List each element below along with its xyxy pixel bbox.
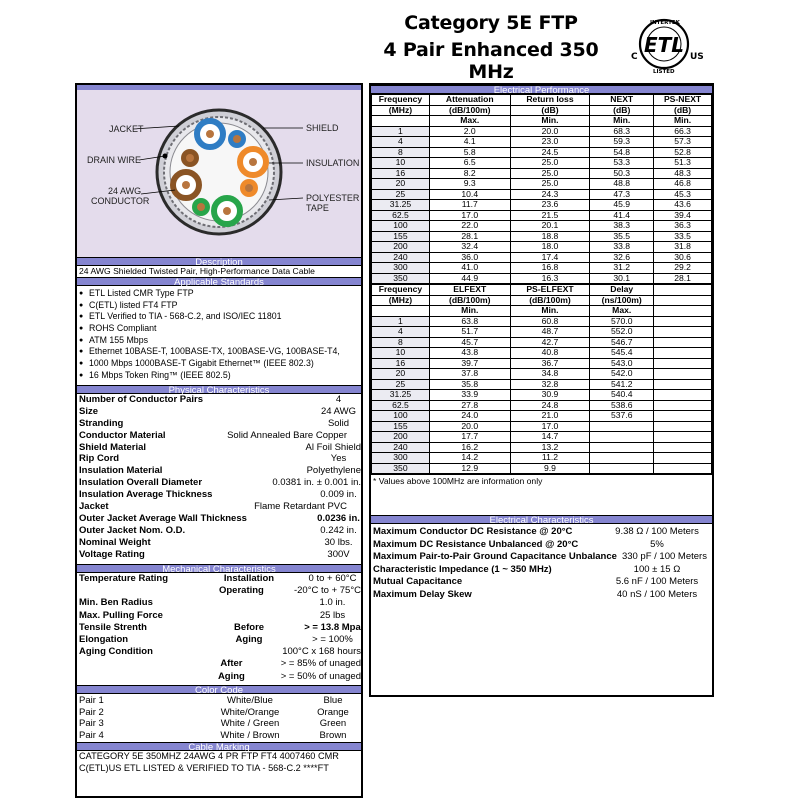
spec-row: Conductor Material Solid Annealed Bare Copper bbox=[79, 429, 347, 441]
table-row bbox=[372, 316, 712, 327]
table-row bbox=[372, 442, 712, 453]
table-cell bbox=[654, 432, 712, 443]
table-cell: 100 bbox=[372, 411, 430, 422]
table-header-cell: Min. bbox=[429, 306, 510, 317]
table-cell bbox=[654, 390, 712, 401]
table-cell: 24.8 bbox=[510, 400, 590, 411]
table-row: Pair 2 White/Orange Orange bbox=[79, 706, 349, 718]
table-cell: 30.9 bbox=[510, 390, 590, 401]
table-cell: 542.0 bbox=[590, 369, 654, 380]
spec-row: Maximum DC Resistance Unbalanced @ 20°C 5% bbox=[373, 538, 664, 550]
table-row bbox=[372, 126, 712, 137]
table-row bbox=[372, 463, 712, 474]
table-cell bbox=[654, 358, 712, 369]
table-row: Pair 1 White/Blue Blue bbox=[79, 695, 343, 706]
spec-row: Maximum Conductor DC Resistance @ 20°C 9.38 Ω / 100 Meters bbox=[373, 526, 699, 537]
left-spec-panel bbox=[75, 83, 363, 798]
table-cell: 44.9 bbox=[429, 273, 510, 284]
table-header-cell: NEXT bbox=[590, 95, 654, 106]
table-row bbox=[372, 189, 712, 200]
table-cell: 35.8 bbox=[429, 379, 510, 390]
table-cell: 5.8 bbox=[429, 147, 510, 158]
table-header-cell: PS-NEXT bbox=[654, 95, 712, 106]
table-cell bbox=[654, 327, 712, 338]
table-cell: 4.1 bbox=[429, 137, 510, 148]
table-cell: 41.0 bbox=[429, 263, 510, 274]
table-cell: 28.1 bbox=[429, 231, 510, 242]
cable-marking-line: C(ETL)US ETL LISTED & VERIFIED TO TIA - 568-C.2 ****FT bbox=[79, 762, 329, 773]
table-row bbox=[372, 379, 712, 390]
svg-text:INTERTEK: INTERTEK bbox=[650, 20, 680, 26]
spec-row: Aging > = 50% of unaged bbox=[217, 670, 361, 682]
svg-text:JACKET: JACKET bbox=[109, 124, 144, 134]
table-cell: 20 bbox=[372, 369, 430, 380]
table-cell: 45.7 bbox=[429, 337, 510, 348]
table-cell: 20 bbox=[372, 179, 430, 190]
table-row bbox=[372, 147, 712, 158]
table-cell: 33.8 bbox=[590, 242, 654, 253]
table-cell: 31.2 bbox=[590, 263, 654, 274]
spec-row: Voltage Rating 300V bbox=[79, 548, 350, 560]
table-cell: 546.7 bbox=[590, 337, 654, 348]
table-cell: 43.6 bbox=[654, 200, 712, 211]
table-row: Pair 3 White / Green Green bbox=[79, 718, 347, 729]
table-cell: 300 bbox=[372, 263, 430, 274]
table-cell: 51.3 bbox=[654, 158, 712, 169]
table-header-cell: Delay bbox=[590, 284, 654, 295]
table-cell: 36.3 bbox=[654, 221, 712, 232]
spec-row: Maximum Delay Skew 40 nS / 100 Meters bbox=[373, 588, 698, 600]
table-cell bbox=[654, 369, 712, 380]
table-header-cell bbox=[654, 306, 712, 317]
svg-text:ETL: ETL bbox=[643, 33, 685, 57]
table-row bbox=[372, 252, 712, 263]
table-cell: 2.0 bbox=[429, 126, 510, 137]
table-cell: 13.2 bbox=[510, 442, 590, 453]
table-cell: 537.6 bbox=[590, 411, 654, 422]
table-cell: 24.3 bbox=[510, 189, 590, 200]
table-cell: 1 bbox=[372, 126, 430, 137]
table-row bbox=[372, 358, 712, 369]
table-cell: 27.8 bbox=[429, 400, 510, 411]
table-cell: 350 bbox=[372, 273, 430, 284]
spec-row: Elongation Aging > = 100% bbox=[79, 633, 353, 645]
performance-note: * Values above 100MHz are information only bbox=[371, 474, 712, 515]
table-header-row bbox=[372, 116, 712, 127]
table-cell: 545.4 bbox=[590, 348, 654, 359]
table-row bbox=[372, 327, 712, 338]
spec-row: Max. Pulling Force 25 lbs bbox=[79, 609, 346, 621]
table-header-cell: Min. bbox=[590, 116, 654, 127]
table-row bbox=[372, 337, 712, 348]
table-cell: 66.3 bbox=[654, 126, 712, 137]
table-cell: 16.3 bbox=[510, 273, 590, 284]
table-cell: 300 bbox=[372, 453, 430, 464]
table-header-row bbox=[372, 95, 712, 106]
list-item: ● ETL Verified to TIA - 568-C.2, and ISO/IEC 11801 bbox=[77, 311, 361, 323]
color-code-heading: Color Code bbox=[77, 685, 361, 694]
table-header-row bbox=[372, 105, 712, 116]
table-cell: 38.3 bbox=[590, 221, 654, 232]
table-header-cell bbox=[372, 116, 430, 127]
spec-row: Operating -20°C to + 75°C bbox=[218, 585, 361, 597]
cable-marking-heading: Cable Marking bbox=[77, 742, 361, 751]
table-cell: 20.0 bbox=[429, 421, 510, 432]
svg-text:TAPE: TAPE bbox=[306, 203, 329, 213]
table-cell: 32.4 bbox=[429, 242, 510, 253]
table-header-cell: ELFEXT bbox=[429, 284, 510, 295]
table-cell: 155 bbox=[372, 231, 430, 242]
table-cell: 33.5 bbox=[654, 231, 712, 242]
table-cell bbox=[654, 348, 712, 359]
table-cell: 16.2 bbox=[429, 442, 510, 453]
table-cell: 16 bbox=[372, 168, 430, 179]
table-header-cell: (dB) bbox=[654, 105, 712, 116]
spec-row: Stranding Solid bbox=[79, 417, 350, 429]
table-cell: 25 bbox=[372, 379, 430, 390]
table-cell: 41.4 bbox=[590, 210, 654, 221]
table-cell: 541.2 bbox=[590, 379, 654, 390]
spec-row: Shield Material Al Foil Shield bbox=[79, 441, 361, 453]
right-spec-panel bbox=[369, 83, 714, 697]
table-cell: 25.0 bbox=[510, 158, 590, 169]
table-cell: 11.2 bbox=[510, 453, 590, 464]
table-cell bbox=[654, 442, 712, 453]
table-cell: 32.6 bbox=[590, 252, 654, 263]
table-cell: 32.8 bbox=[510, 379, 590, 390]
table-cell: 155 bbox=[372, 421, 430, 432]
table-cell: 47.3 bbox=[590, 189, 654, 200]
table-cell: 350 bbox=[372, 463, 430, 474]
table-cell: 1 bbox=[372, 316, 430, 327]
table-header-cell: Frequency bbox=[372, 95, 430, 106]
table-header-cell bbox=[372, 306, 430, 317]
table-cell bbox=[654, 411, 712, 422]
cable-cross-section-diagram bbox=[77, 90, 361, 257]
table-cell: 30.6 bbox=[654, 252, 712, 263]
performance-table bbox=[371, 94, 712, 474]
table-cell bbox=[654, 400, 712, 411]
table-row bbox=[372, 369, 712, 380]
table-row bbox=[372, 273, 712, 284]
svg-text:SHIELD: SHIELD bbox=[306, 123, 339, 133]
table-cell: 46.8 bbox=[654, 179, 712, 190]
table-cell: 4 bbox=[372, 327, 430, 338]
table-cell: 17.7 bbox=[429, 432, 510, 443]
spec-row: Min. Ben Radius 1.0 in. bbox=[79, 597, 346, 609]
table-header-row bbox=[372, 306, 712, 317]
table-header-cell: (MHz) bbox=[372, 295, 430, 306]
table-cell: 6.5 bbox=[429, 158, 510, 169]
table-cell: 17.0 bbox=[510, 421, 590, 432]
spec-row: Insulation Overall Diameter 0.0381 in. ± 0.001 in. bbox=[79, 477, 361, 489]
table-cell: 24.5 bbox=[510, 147, 590, 158]
mechanical-list bbox=[77, 573, 361, 685]
table-cell bbox=[654, 453, 712, 464]
spec-row: Mutual Capacitance 5.6 nF / 100 Meters bbox=[373, 576, 699, 587]
list-item: ● 16 Mbps Token Ring™ (IEEE 802.5) bbox=[77, 370, 361, 382]
list-item: ● C(ETL) listed FT4 FTP bbox=[77, 300, 361, 312]
table-cell: 39.4 bbox=[654, 210, 712, 221]
table-cell: 68.3 bbox=[590, 126, 654, 137]
spec-row: Rip Cord Yes bbox=[79, 453, 347, 465]
table-cell: 43.8 bbox=[429, 348, 510, 359]
table-cell: 543.0 bbox=[590, 358, 654, 369]
table-cell bbox=[654, 421, 712, 432]
table-cell: 54.8 bbox=[590, 147, 654, 158]
table-cell bbox=[590, 432, 654, 443]
table-cell: 60.8 bbox=[510, 316, 590, 327]
table-cell: 4 bbox=[372, 137, 430, 148]
table-cell: 29.2 bbox=[654, 263, 712, 274]
svg-text:INSULATION: INSULATION bbox=[306, 158, 360, 168]
list-item: ● ETL Listed CMR Type FTP bbox=[77, 288, 361, 300]
table-cell: 22.0 bbox=[429, 221, 510, 232]
page-title: Category 5E FTP bbox=[404, 12, 578, 34]
table-cell: 40.8 bbox=[510, 348, 590, 359]
table-row: Pair 4 White / Brown Brown bbox=[79, 729, 347, 741]
table-header-cell: (dB/100m) bbox=[429, 105, 510, 116]
spec-row: Outer Jacket Nom. O.D. 0.242 in. bbox=[79, 524, 357, 536]
svg-text:LISTED: LISTED bbox=[653, 69, 675, 75]
svg-text:24 AWG: 24 AWG bbox=[108, 186, 142, 196]
table-header-cell: Frequency bbox=[372, 284, 430, 295]
description-heading: Description bbox=[77, 257, 361, 266]
list-item: ● ATM 155 Mbps bbox=[77, 335, 361, 347]
table-cell: 53.3 bbox=[590, 158, 654, 169]
table-cell: 570.0 bbox=[590, 316, 654, 327]
table-cell bbox=[654, 379, 712, 390]
table-cell: 63.8 bbox=[429, 316, 510, 327]
table-row bbox=[372, 411, 712, 422]
table-cell: 100 bbox=[372, 221, 430, 232]
table-row bbox=[372, 179, 712, 190]
svg-text:US: US bbox=[690, 52, 704, 62]
table-cell: 57.3 bbox=[654, 137, 712, 148]
list-item: ● 1000 Mbps 1000BASE-T Gigabit Ethernet™ (IEEE 802.3) bbox=[77, 358, 361, 370]
table-cell: 52.8 bbox=[654, 147, 712, 158]
table-cell: 31.25 bbox=[372, 200, 430, 211]
spec-row: Insulation Material Polyethylene bbox=[79, 465, 361, 477]
table-cell: 14.2 bbox=[429, 453, 510, 464]
table-cell: 20.0 bbox=[510, 126, 590, 137]
table-row bbox=[372, 421, 712, 432]
table-cell: 59.3 bbox=[590, 137, 654, 148]
table-cell: 240 bbox=[372, 442, 430, 453]
table-cell: 23.0 bbox=[510, 137, 590, 148]
table-cell: 240 bbox=[372, 252, 430, 263]
table-cell: 540.4 bbox=[590, 390, 654, 401]
svg-text:POLYESTER: POLYESTER bbox=[306, 193, 360, 203]
table-cell: 20.1 bbox=[510, 221, 590, 232]
table-cell: 8.2 bbox=[429, 168, 510, 179]
table-row bbox=[372, 263, 712, 274]
table-cell: 35.5 bbox=[590, 231, 654, 242]
table-cell: 39.7 bbox=[429, 358, 510, 369]
page-subtitle: 4 Pair Enhanced 350 MHz bbox=[383, 39, 599, 83]
table-cell: 51.7 bbox=[429, 327, 510, 338]
table-cell: 16 bbox=[372, 358, 430, 369]
cable-marking-line: CATEGORY 5E 350MHZ 24AWG 4 PR FTP FT4 4007460 CMR bbox=[79, 751, 339, 761]
table-row bbox=[372, 242, 712, 253]
table-header-cell: (dB/100m) bbox=[510, 295, 590, 306]
table-header-cell: Min. bbox=[510, 116, 590, 127]
description-text: 24 AWG Shielded Twisted Pair, High-Performance Data Cable bbox=[79, 266, 315, 276]
cable-diagram bbox=[77, 85, 361, 257]
table-cell: 36.7 bbox=[510, 358, 590, 369]
spec-row: Jacket Flame Retardant PVC bbox=[79, 501, 347, 513]
table-cell bbox=[654, 463, 712, 474]
table-cell: 24.0 bbox=[429, 411, 510, 422]
list-item: ● ROHS Compliant bbox=[77, 323, 361, 335]
table-header-cell: (dB) bbox=[590, 105, 654, 116]
table-row bbox=[372, 210, 712, 221]
table-row bbox=[372, 453, 712, 464]
table-cell bbox=[590, 442, 654, 453]
table-cell: 28.1 bbox=[654, 273, 712, 284]
table-header-cell: Max. bbox=[590, 306, 654, 317]
table-row bbox=[372, 168, 712, 179]
table-cell: 8 bbox=[372, 147, 430, 158]
table-header-cell: (MHz) bbox=[372, 105, 430, 116]
table-cell: 31.8 bbox=[654, 242, 712, 253]
table-header-cell: (dB) bbox=[510, 105, 590, 116]
spec-row: Characteristic Impedance (1 ~ 350 MHz) 100 ± 15 Ω bbox=[373, 563, 681, 575]
table-cell: 14.7 bbox=[510, 432, 590, 443]
physical-list bbox=[77, 394, 361, 564]
table-cell: 10.4 bbox=[429, 189, 510, 200]
spec-row: Aging Condition 100°C x 168 hours bbox=[79, 646, 361, 658]
table-row bbox=[372, 158, 712, 169]
table-cell: 200 bbox=[372, 432, 430, 443]
spec-row: Insulation Average Thickness 0.009 in. bbox=[79, 489, 357, 501]
table-cell: 18.8 bbox=[510, 231, 590, 242]
color-code-list bbox=[77, 694, 361, 742]
table-cell: 12.9 bbox=[429, 463, 510, 474]
table-cell: 25.0 bbox=[510, 168, 590, 179]
table-cell: 45.9 bbox=[590, 200, 654, 211]
table-cell: 50.3 bbox=[590, 168, 654, 179]
svg-text:CONDUCTOR: CONDUCTOR bbox=[91, 196, 150, 206]
svg-text:C: C bbox=[631, 52, 638, 62]
table-cell: 8 bbox=[372, 337, 430, 348]
table-cell: 10 bbox=[372, 158, 430, 169]
svg-text:DRAIN WIRE: DRAIN WIRE bbox=[87, 155, 141, 165]
table-cell bbox=[654, 337, 712, 348]
table-cell: 36.0 bbox=[429, 252, 510, 263]
table-cell: 11.7 bbox=[429, 200, 510, 211]
table-cell: 33.9 bbox=[429, 390, 510, 401]
table-header-cell bbox=[654, 295, 712, 306]
table-cell: 200 bbox=[372, 242, 430, 253]
table-cell: 48.7 bbox=[510, 327, 590, 338]
table-header-row bbox=[372, 295, 712, 306]
mechanical-heading: Mechanical Characteristics bbox=[77, 564, 361, 573]
spec-row: Number of Conductor Pairs 4 bbox=[79, 394, 342, 405]
table-cell: 48.3 bbox=[654, 168, 712, 179]
spec-row: Nominal Weight 30 lbs. bbox=[79, 536, 353, 548]
table-cell: 45.3 bbox=[654, 189, 712, 200]
table-row bbox=[372, 137, 712, 148]
table-header-cell: Return loss bbox=[510, 95, 590, 106]
spec-row: After > = 85% of unaged bbox=[220, 658, 361, 670]
physical-heading: Physical Characteristics bbox=[77, 385, 361, 394]
table-cell: 31.25 bbox=[372, 390, 430, 401]
etl-listed-mark bbox=[628, 12, 708, 76]
table-row bbox=[372, 390, 712, 401]
table-row bbox=[372, 432, 712, 443]
electrical-heading: Electrical Characteristics bbox=[371, 515, 712, 524]
table-cell: 25.0 bbox=[510, 179, 590, 190]
spec-row: Outer Jacket Average Wall Thickness 0.0236 in. bbox=[79, 512, 360, 524]
table-cell: 16.8 bbox=[510, 263, 590, 274]
table-row bbox=[372, 400, 712, 411]
table-header-cell: (ns/100m) bbox=[590, 295, 654, 306]
table-cell: 17.4 bbox=[510, 252, 590, 263]
table-cell: 62.5 bbox=[372, 210, 430, 221]
table-header-cell: PS-ELFEXT bbox=[510, 284, 590, 295]
table-row bbox=[372, 231, 712, 242]
table-cell: 9.3 bbox=[429, 179, 510, 190]
table-cell: 552.0 bbox=[590, 327, 654, 338]
table-cell: 30.1 bbox=[590, 273, 654, 284]
table-header-cell: Min. bbox=[510, 306, 590, 317]
table-cell: 9.9 bbox=[510, 463, 590, 474]
table-header-cell: Attenuation bbox=[429, 95, 510, 106]
table-row bbox=[372, 221, 712, 232]
table-cell: 62.5 bbox=[372, 400, 430, 411]
standards-heading: Applicable Standards bbox=[77, 277, 361, 286]
table-cell bbox=[654, 316, 712, 327]
table-header-cell: Min. bbox=[654, 116, 712, 127]
list-item: ● Ethernet 10BASE-T, 100BASE-TX, 100BASE-VG, 100BASE-T4, bbox=[77, 346, 361, 358]
table-cell: 21.5 bbox=[510, 210, 590, 221]
table-cell: 48.8 bbox=[590, 179, 654, 190]
table-cell: 17.0 bbox=[429, 210, 510, 221]
spec-row: Tensile Strenth Before > = 13.8 Mpa bbox=[79, 621, 361, 633]
table-header-cell bbox=[654, 284, 712, 295]
electrical-performance-heading: Electrical Performance bbox=[371, 85, 712, 94]
table-cell: 42.7 bbox=[510, 337, 590, 348]
table-cell bbox=[590, 421, 654, 432]
table-cell bbox=[590, 463, 654, 474]
table-cell: 34.8 bbox=[510, 369, 590, 380]
electrical-list bbox=[371, 524, 712, 601]
table-cell: 10 bbox=[372, 348, 430, 359]
table-cell bbox=[590, 453, 654, 464]
table-cell: 538.6 bbox=[590, 400, 654, 411]
spec-row: Maximum Pair-to-Pair Ground Capacitance Unbalance 330 pF / 100 Meters bbox=[373, 551, 707, 562]
table-cell: 37.8 bbox=[429, 369, 510, 380]
table-header-row bbox=[372, 284, 712, 295]
table-row bbox=[372, 348, 712, 359]
spec-row: Temperature Rating Installation 0 to + 60°C bbox=[79, 573, 357, 584]
table-header-cell: Max. bbox=[429, 116, 510, 127]
table-cell: 25 bbox=[372, 189, 430, 200]
standards-list bbox=[77, 286, 361, 385]
table-row bbox=[372, 200, 712, 211]
spec-row: Size 24 AWG bbox=[79, 405, 357, 417]
table-cell: 21.0 bbox=[510, 411, 590, 422]
table-header-cell: (dB/100m) bbox=[429, 295, 510, 306]
table-cell: 18.0 bbox=[510, 242, 590, 253]
table-cell: 23.6 bbox=[510, 200, 590, 211]
